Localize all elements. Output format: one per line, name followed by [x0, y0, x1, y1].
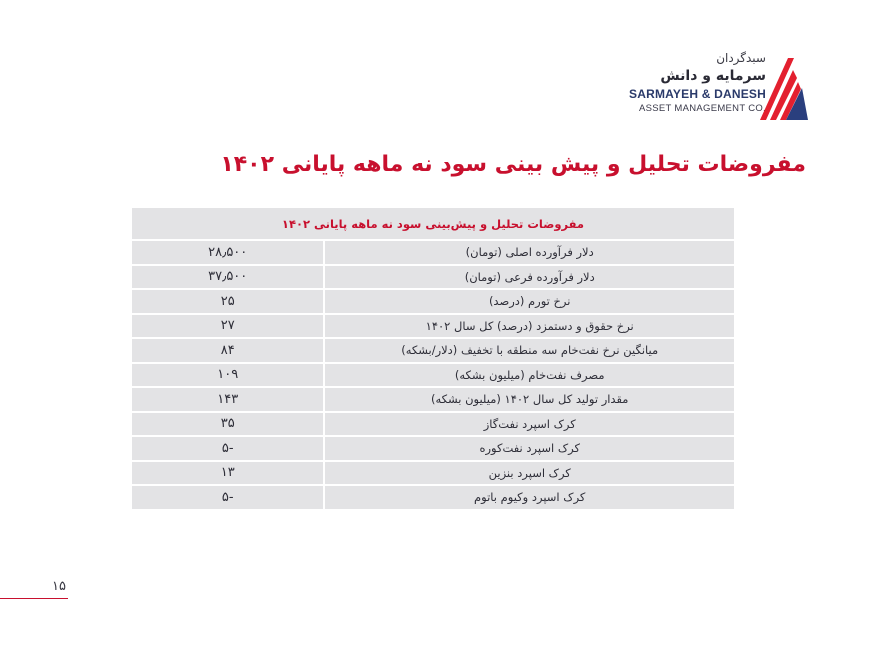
row-value: ۲۸٫۵۰۰: [131, 240, 324, 265]
row-value: ۸۴: [131, 338, 324, 363]
table-row: [131, 265, 735, 290]
row-value: -۵: [131, 436, 324, 461]
table-row: [131, 412, 735, 437]
row-label: کرک اسپرد نفت‌کوره: [324, 436, 735, 461]
logo-name-en: SARMAYEH & DANESH: [629, 87, 766, 101]
table-header: مفروضات تحلیل و پیش‌بینی سود نه ماهه پایانی ۱۴۰۲: [131, 207, 735, 240]
table-header-row: [131, 207, 735, 240]
row-label: کرک اسپرد نفت‌گاز: [324, 412, 735, 437]
table-row: [131, 289, 735, 314]
table-row: [131, 314, 735, 339]
row-label: میانگین نرخ نفت‌خام سه منطقه با تخفیف (دلار/بشکه): [324, 338, 735, 363]
row-label: مقدار تولید کل سال ۱۴۰۲ (میلیون بشکه): [324, 387, 735, 412]
row-label: دلار فرآورده فرعی (تومان): [324, 265, 735, 290]
table-row: [131, 240, 735, 265]
row-value: ۱۰۹: [131, 363, 324, 388]
row-value: -۵: [131, 485, 324, 510]
row-value: ۱۳: [131, 461, 324, 486]
table-body: [131, 240, 735, 510]
logo-subtitle-fa: سبدگردان: [716, 51, 766, 65]
table-row: [131, 387, 735, 412]
logo-subtitle-en: ASSET MANAGEMENT CO.: [638, 103, 766, 114]
company-logo-text: [546, 50, 766, 116]
row-label: نرخ تورم (درصد): [324, 289, 735, 314]
row-value: ۳۵: [131, 412, 324, 437]
table-row: [131, 485, 735, 510]
page-number: ۱۵: [52, 579, 66, 594]
row-value: ۱۴۳: [131, 387, 324, 412]
logo-name-fa: سرمایه و دانش: [660, 68, 766, 84]
row-value: ۲۵: [131, 289, 324, 314]
row-label: مصرف نفت‌خام (میلیون بشکه): [324, 363, 735, 388]
footer-rule: [0, 598, 68, 599]
row-label: کرک اسپرد وکیوم باتوم: [324, 485, 735, 510]
table-row: [131, 436, 735, 461]
row-value: ۳۷٫۵۰۰: [131, 265, 324, 290]
row-label: دلار فرآورده اصلی (تومان): [324, 240, 735, 265]
table-row: [131, 461, 735, 486]
row-label: نرخ حقوق و دستمزد (درصد) کل سال ۱۴۰۲: [324, 314, 735, 339]
company-logo-icon: [760, 58, 808, 120]
assumptions-table: [130, 206, 736, 511]
table-row: [131, 363, 735, 388]
row-label: کرک اسپرد بنزین: [324, 461, 735, 486]
row-value: ۲۷: [131, 314, 324, 339]
table-row: [131, 338, 735, 363]
page-title: مفروضات تحلیل و پیش بینی سود نه ماهه پایانی ۱۴۰۲: [220, 152, 806, 177]
